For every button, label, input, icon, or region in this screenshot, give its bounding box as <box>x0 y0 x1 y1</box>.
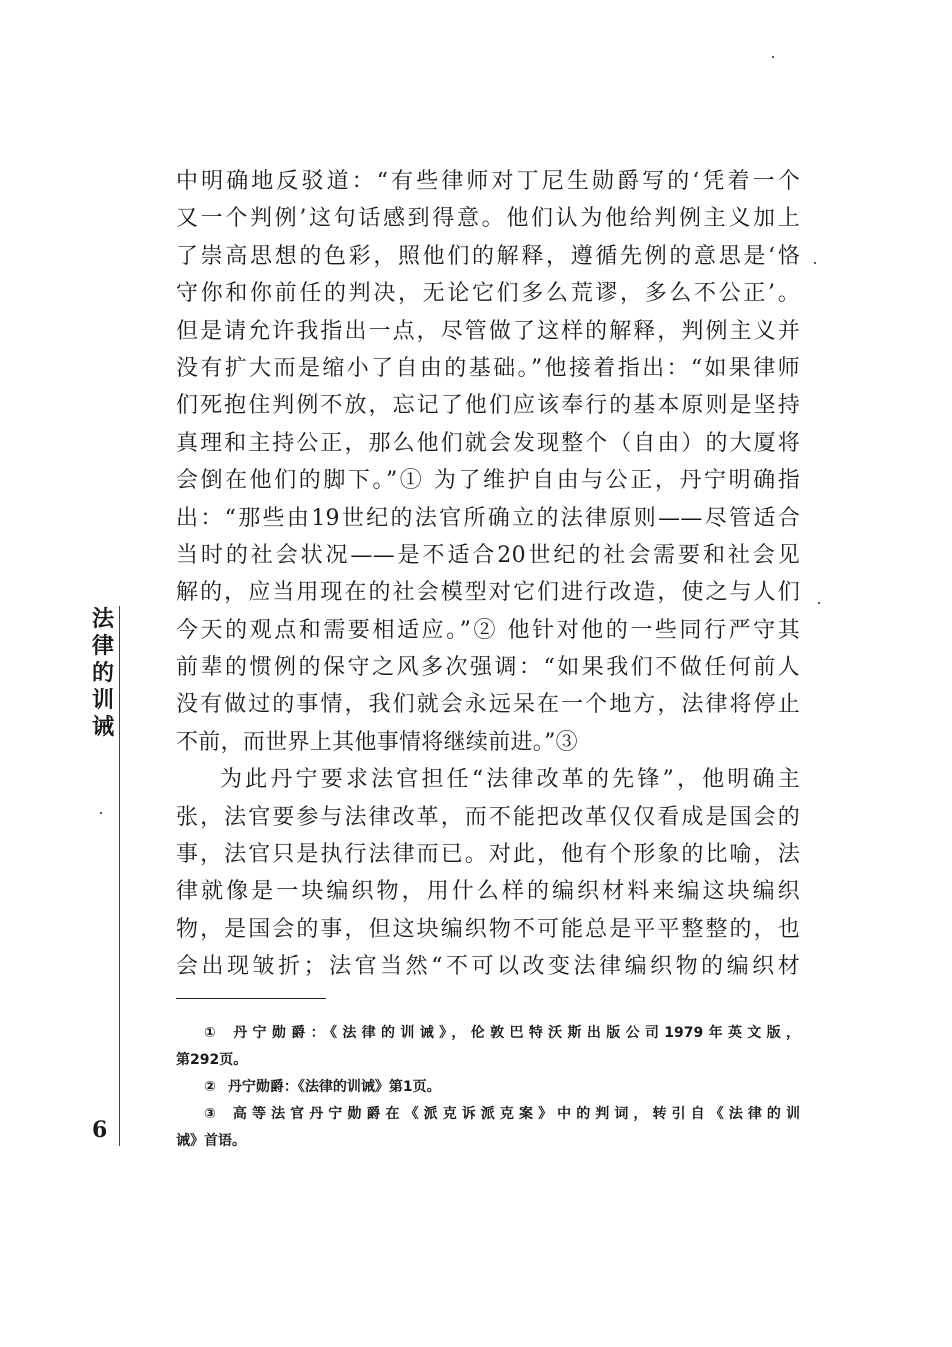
text-line: 当时的社会状况——是不适合20世纪的社会需要和社会见 <box>176 542 800 568</box>
text-line: 解的，应当用现在的社会模型对它们进行改造，使之与人们 <box>176 580 800 606</box>
page-number: 6 <box>92 1117 108 1143</box>
text-line: 中明确地反驳道：“有些律师对丁尼生勋爵写的‘凭着一个 <box>176 169 800 194</box>
footnote-2-marker: ② <box>204 1079 216 1095</box>
text-line: 但是请允许我指出一点，尽管做了这样的解释，判例主义并 <box>176 318 800 344</box>
text-line: 没有做过的事情，我们就会永远呆在一个地方，法律将停止 <box>176 692 800 718</box>
text-line: 今天的观点和需要相适应。”② 他针对他的一些同行严守其 <box>176 617 800 643</box>
scan-speck <box>772 56 774 58</box>
scan-speck <box>814 262 816 264</box>
footnote-rule <box>176 998 326 999</box>
scan-speck <box>818 602 820 604</box>
text-line: 真理和主持公正，那么他们就会发现整个（自由）的大厦将 <box>176 430 800 456</box>
text-line: 事，法官只是执行法律而已。对此，他有个形象的比喻，法 <box>176 842 800 868</box>
scan-speck <box>100 812 102 814</box>
footnote-3-line-2: 诫》首语。 <box>176 1133 246 1149</box>
body-text <box>176 163 800 986</box>
footnote-1-text: 丹宁勋爵：《法律的训诫》，伦敦巴特沃斯出版公司1979年英文版， <box>227 1025 800 1041</box>
text-line: 为此丹宁要求法官担任“法律改革的先锋”，他明确主 <box>220 767 800 793</box>
text-line: 会出现皱折；法官当然“不可以改变法律编织物的编织材 <box>176 954 800 980</box>
footnote-1-marker: ① <box>204 1025 216 1041</box>
text-line: 物，是国会的事，但这块编织物不可能总是平平整整的，也 <box>176 916 800 942</box>
text-line: 了崇高思想的色彩，照他们的解释，遵循先例的意思是‘恪 <box>176 243 800 269</box>
running-title: 法律的训诫 <box>91 607 114 740</box>
text-line: 出：“那些由19世纪的法官所确立的法律原则——尽管适合 <box>176 505 800 531</box>
text-line: 不前，而世界上其他事情将继续前进。”③ <box>176 729 578 755</box>
text-line: 会倒在他们的脚下。”① 为了维护自由与公正，丹宁明确指 <box>176 468 800 494</box>
footnote-3-text: 高等法官丹宁勋爵在《派克诉派克案》中的判词，转引自《法律的训 <box>227 1106 800 1122</box>
footnote-2-text: 丹宁勋爵：《法律的训诫》第1页。 <box>227 1079 441 1095</box>
text-line: 前辈的惯例的保守之风多次强调：“如果我们不做任何前人 <box>176 655 800 681</box>
footnote-1-line-1 <box>176 1020 800 1047</box>
text-line: 们死抱住判例不放，忘记了他们应该奉行的基本原则是坚持 <box>176 393 800 419</box>
footnote-3-line-1 <box>176 1101 800 1128</box>
footnote-1-line-2: 第292页。 <box>176 1052 248 1068</box>
text-line: 律就像是一块编织物，用什么样的编织材料来编这块编织 <box>176 879 800 905</box>
footnotes <box>176 1020 800 1155</box>
text-line: 张，法官要参与法律改革，而不能把改革仅仅看成是国会的 <box>176 804 800 830</box>
footnote-3-marker: ③ <box>204 1106 216 1122</box>
text-line: 守你和你前任的判决，无论它们多么荒谬，多么不公正’。 <box>176 281 800 307</box>
text-line: 又一个判例’这句话感到得意。他们认为他给判例主义加上 <box>176 206 800 232</box>
footnote-2 <box>176 1074 800 1101</box>
text-line: 没有扩大而是缩小了自由的基础。”他接着指出：“如果律师 <box>176 355 800 381</box>
margin-rule <box>119 606 120 1146</box>
